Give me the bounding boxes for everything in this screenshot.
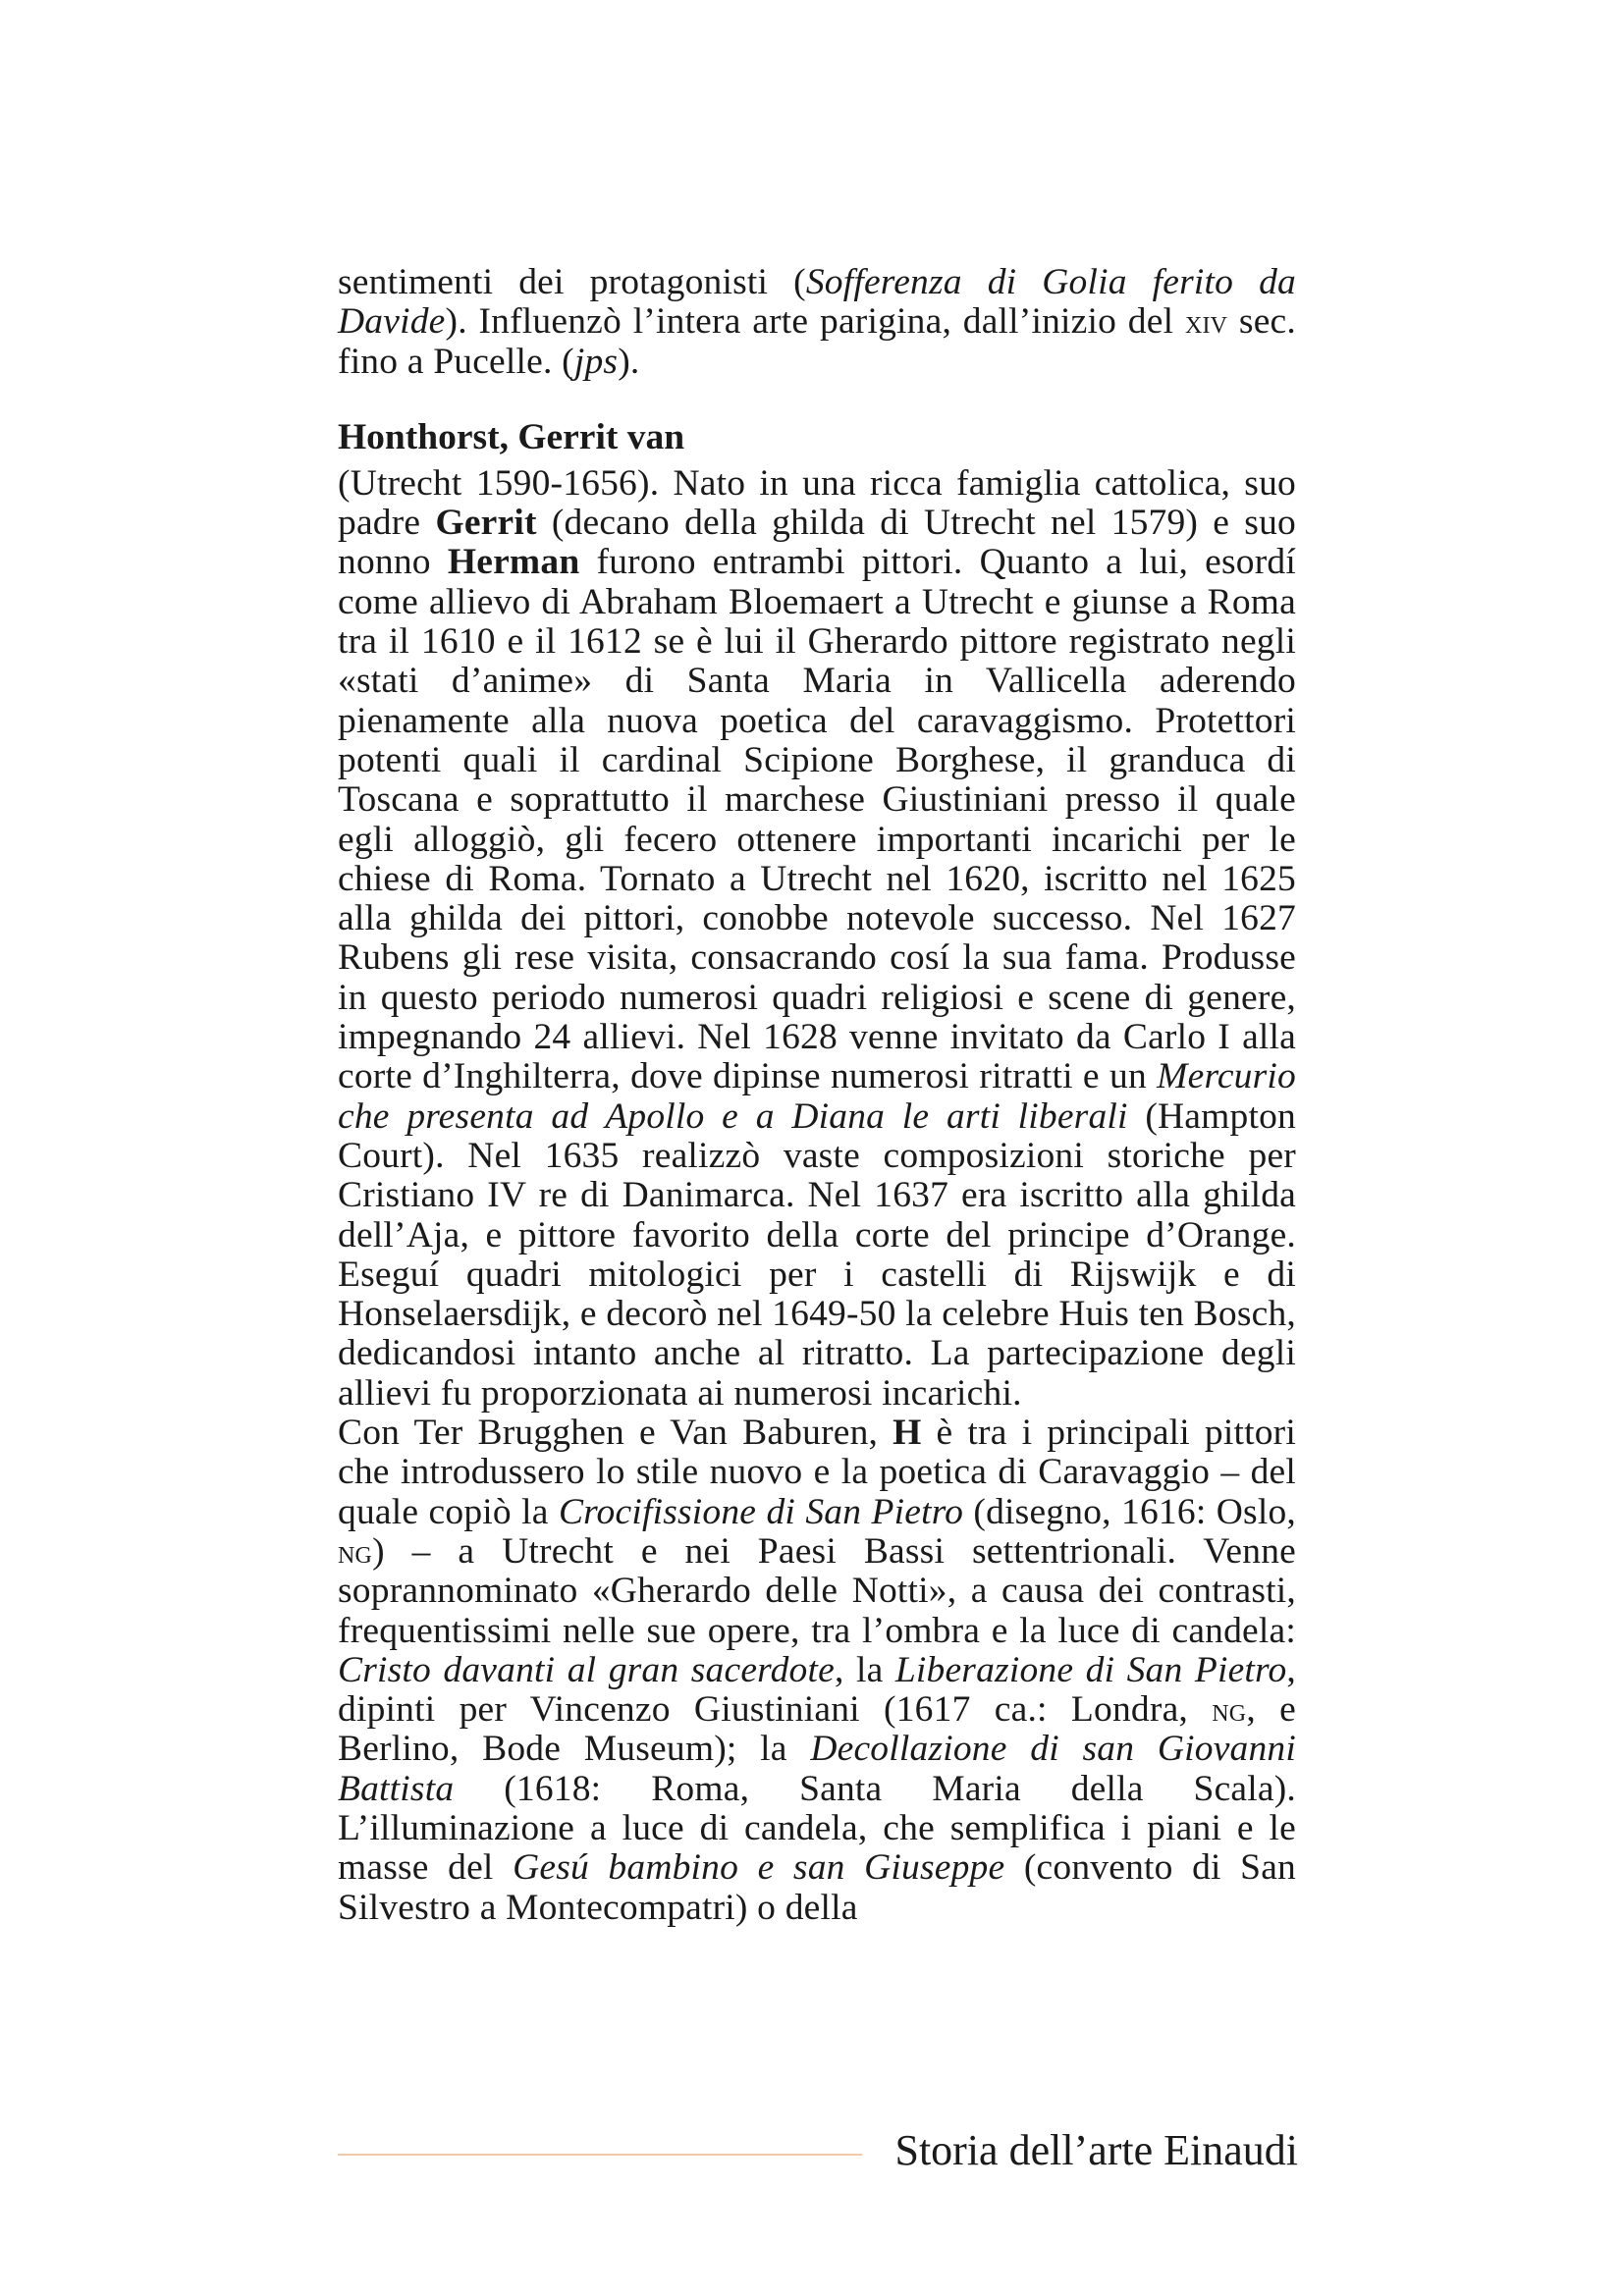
- bold-name: Gerrit: [435, 503, 537, 544]
- artwork-title: Mercurio che presenta ad Apollo e a Diana le arti liberali: [338, 1056, 1296, 1137]
- text-run: (disegno, 1616: Oslo,: [963, 1491, 1296, 1532]
- text-run: ) – a Utrecht e nei Paesi Bassi settentrionali. Venne soprannominato «Gherardo delle Notti», a causa dei contrasti, frequentissimi nelle sue opere, tra l’ombra e la luce di candela:: [338, 1530, 1296, 1651]
- entry-paragraph-1: [338, 464, 1296, 1414]
- abbreviation: ng: [338, 1532, 373, 1571]
- abbreviation: ng: [1212, 1691, 1247, 1730]
- intro-text-1: sentimenti dei protagonisti (: [338, 262, 806, 302]
- artwork-title: Liberazione di San Pietro: [894, 1649, 1287, 1690]
- text-run: (Utrecht 1590-1656). Nato in una ricca famiglia cattolica, suo padre: [338, 462, 1296, 544]
- text-run: (Hampton Court). Nel 1635 realizzò vaste composizioni storiche per Cristiano IV re di Danimarca. Nel 1637 era iscritto alla ghilda dell’Aja, e pittore favorito della corte del principe d’Orange. Eseguí quadri mitologici per i castelli di Rijswijk e di Honselaersdijk, e decorò nel 1649-50 la celebre Huis ten Bosch, dedicandosi intanto anche al ritratto. La partecipazione degli allievi fu proporzionata ai numerosi incarichi.: [338, 1095, 1296, 1414]
- intro-text-4: ).: [618, 341, 640, 382]
- intro-text-3: sec. fino a Pucelle. (: [338, 301, 1296, 382]
- text-run: (convento di San Silvestro a Montecompatri) o della: [338, 1847, 1296, 1928]
- text-run: Con Ter Brugghen e Van Baburen,: [338, 1413, 893, 1454]
- intro-paragraph: [338, 263, 1296, 382]
- text-run: è tra i principali pittori che introdussero lo stile nuovo e la poetica di Caravaggio – del quale copiò la: [338, 1413, 1296, 1532]
- artwork-title: Gesú bambino e san Giuseppe: [513, 1847, 1005, 1889]
- artwork-title: Cristo davanti al gran sacerdote: [338, 1649, 835, 1690]
- intro-artwork-title: Sofferenza di Golia ferito da Davide: [338, 262, 1296, 343]
- entry-paragraph-2: [338, 1414, 1296, 1928]
- footer-rule: [338, 2154, 862, 2156]
- text-run: , dipinti per Vincenzo Giustiniani (1617 ca.: Londra,: [338, 1649, 1296, 1731]
- text-run: (1618: Roma, Santa Maria della Scala). L’illuminazione a luce di candela, che semplifica i piani e le masse del: [338, 1768, 1296, 1889]
- entry-heading: Honthorst, Gerrit van: [338, 416, 685, 457]
- artwork-title: Decollazione di san Giovanni Battista: [338, 1729, 1297, 1809]
- author-signature: jps: [573, 341, 619, 382]
- bold-name: Herman: [447, 542, 580, 583]
- intro-century: xiv: [1184, 303, 1228, 342]
- page-body: [338, 263, 1296, 1928]
- text-run: (decano della ghilda di Utrecht nel 1579) e suo nonno: [338, 503, 1296, 583]
- text-run: , la: [834, 1649, 895, 1690]
- bold-name: H: [893, 1413, 922, 1454]
- intro-text-2: ). Influenzò l’intera arte parigina, dall’inizio del: [445, 301, 1185, 343]
- footer-title: Storia dell’arte Einaudi: [894, 2126, 1298, 2174]
- artwork-title: Crocifissione di San Pietro: [558, 1491, 964, 1532]
- text-run: furono entrambi pittori. Quanto a lui, esordí come allievo di Abraham Bloemaert a Utrecht e giunse a Roma tra il 1610 e il 1612 se è lui il Gherardo pittore registrato negli «stati d’anime» di Santa Maria in Vallicella aderendo pienamente alla nuova poetica del caravaggismo. Protettori potenti quali il cardinal Scipione Borghese, il granduca di Toscana e soprattutto il marchese Giustiniani presso il quale egli alloggiò, gli fecero ottenere importanti incarichi per le chiese di Roma. Tornato a Utrecht nel 1620, iscritto nel 1625 alla ghilda dei pittori, conobbe notevole successo. Nel 1627 Rubens gli rese visita, consacrando cosí la sua fama. Produsse in questo periodo numerosi quadri religiosi e scene di genere, impegnando 24 allievi. Nel 1628 venne invitato da Carlo I alla corte d’Inghilterra, dove dipinse numerosi ritratti e un: [338, 542, 1296, 1097]
- text-run: , e Berlino, Bode Museum); la: [338, 1689, 1297, 1770]
